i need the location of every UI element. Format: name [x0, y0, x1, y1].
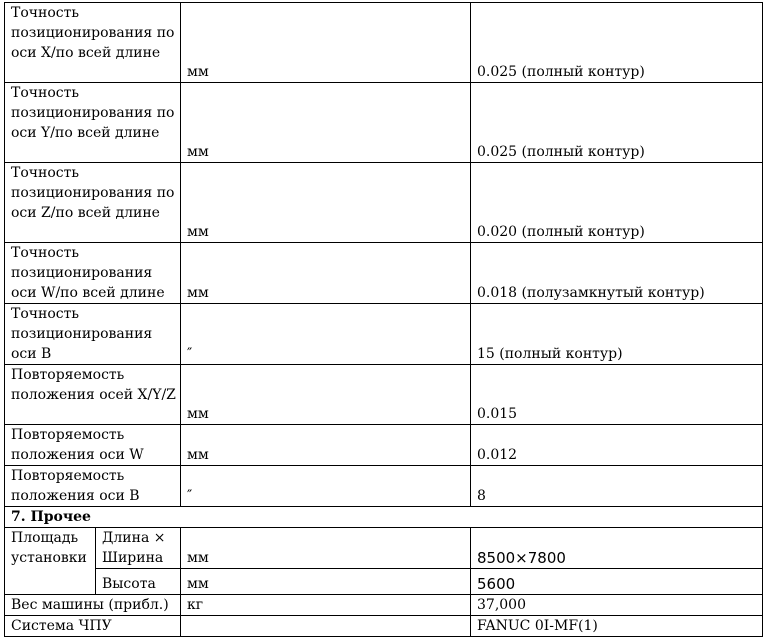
param-unit: мм: [181, 365, 471, 425]
param-unit: мм: [181, 425, 471, 466]
table-row: [5, 425, 763, 466]
weight-value: 37,000: [471, 595, 763, 616]
param-unit: мм: [181, 83, 471, 163]
length-width-value: 8500×7800: [471, 528, 763, 569]
table-row: [5, 243, 763, 304]
table-row: [5, 304, 763, 365]
param-unit: мм: [181, 3, 471, 83]
param-value: 0.025 (полный контур): [471, 83, 763, 163]
area-label: Площадь установки: [5, 528, 96, 595]
param-name: Точность позиционирования по оси X/по всей длине: [5, 3, 181, 83]
table-row: [5, 466, 763, 507]
param-name: Точность позиционирования по оси Z/по всей длине: [5, 163, 181, 243]
cnc-value: FANUC 0I-MF(1): [471, 616, 763, 637]
length-width-unit: мм: [181, 528, 471, 569]
height-unit: мм: [181, 569, 471, 595]
param-name: Повторяемость положения осей X/Y/Z: [5, 365, 181, 425]
param-value: 0.018 (полузамкнутый контур): [471, 243, 763, 304]
table-row: [5, 3, 763, 83]
param-unit: мм: [181, 243, 471, 304]
param-name: Точность позиционирования по оси Y/по всей длине: [5, 83, 181, 163]
table-row: [5, 163, 763, 243]
param-value: 0.015: [471, 365, 763, 425]
cnc-label: Система ЧПУ: [5, 616, 181, 637]
length-width-label: Длина × Ширина: [96, 528, 181, 569]
cnc-unit: [181, 616, 471, 637]
param-name: Точность позиционирования оси W/по всей длине: [5, 243, 181, 304]
param-unit: ″: [181, 466, 471, 507]
weight-unit: кг: [181, 595, 471, 616]
param-value: 0.025 (полный контур): [471, 3, 763, 83]
table-row: [5, 528, 763, 569]
table-row: [5, 83, 763, 163]
param-name: Повторяемость положения оси B: [5, 466, 181, 507]
param-name: Точность позиционирования оси B: [5, 304, 181, 365]
param-value: 8: [471, 466, 763, 507]
table-row: [5, 616, 763, 637]
weight-label: Вес машины (прибл.): [5, 595, 181, 616]
param-name: Повторяемость положения оси W: [5, 425, 181, 466]
param-unit: мм: [181, 163, 471, 243]
table-row: [5, 595, 763, 616]
param-value: 15 (полный контур): [471, 304, 763, 365]
height-value: 5600: [471, 569, 763, 595]
table-row: [5, 569, 763, 595]
height-label: Высота: [96, 569, 181, 595]
param-value: 0.020 (полный контур): [471, 163, 763, 243]
param-unit: ″: [181, 304, 471, 365]
table-row: [5, 365, 763, 425]
section-title: 7. Прочее: [5, 507, 763, 528]
specification-table: [4, 2, 763, 637]
section-header-row: [5, 507, 763, 528]
param-value: 0.012: [471, 425, 763, 466]
